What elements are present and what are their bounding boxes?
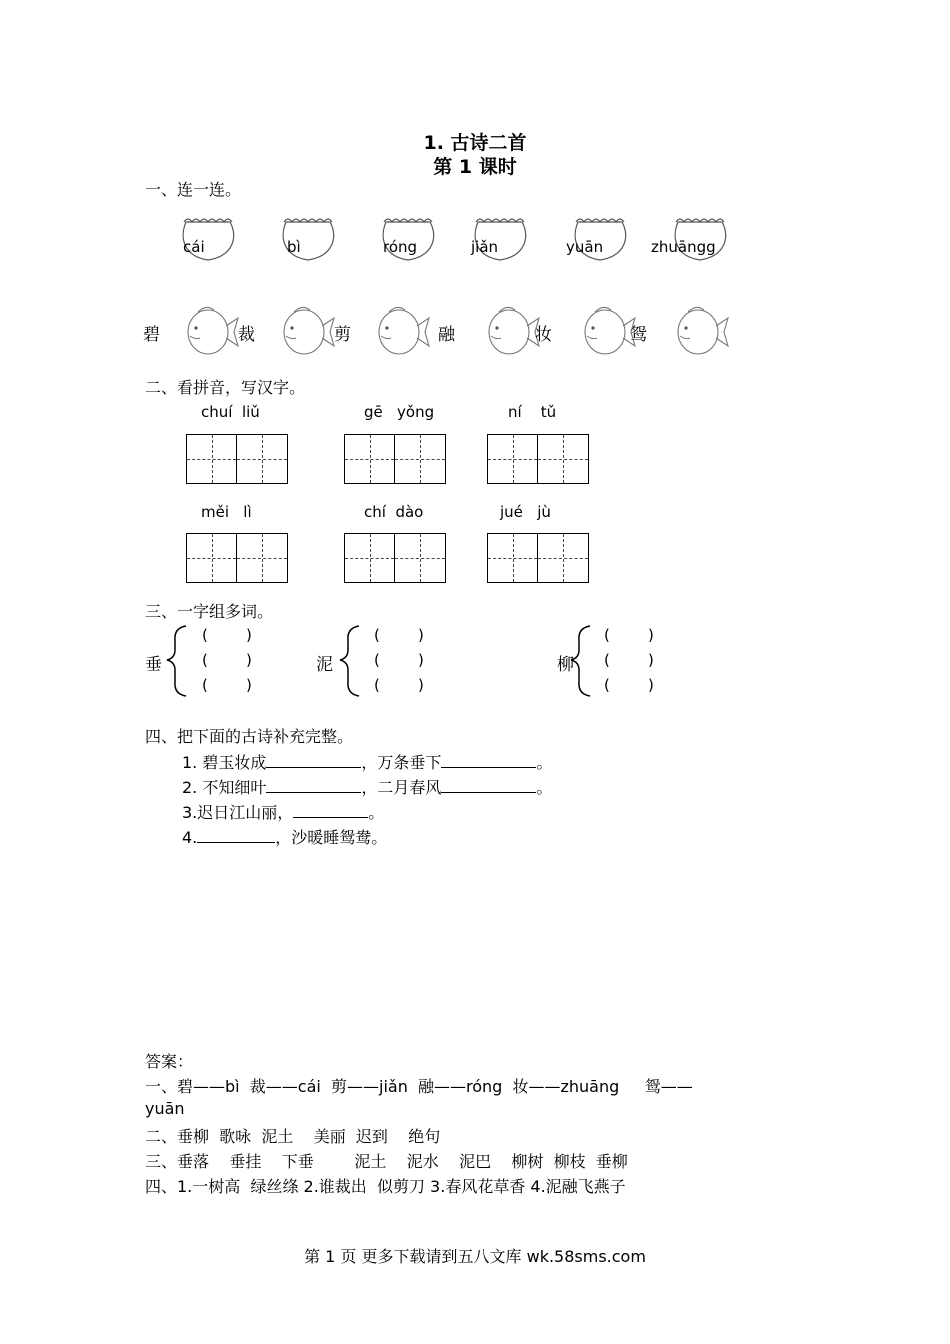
poem-line: 4. ，沙暖睡鸳鸯。 xyxy=(182,828,388,847)
q2-pinyin: měi lì xyxy=(201,503,252,521)
brace-icon xyxy=(167,626,186,696)
q2-pinyin: ní tǔ xyxy=(508,403,557,421)
q1-pinyin: cái xyxy=(183,238,205,256)
page-footer: 第 1 页 更多下载请到五八文库 wk.58sms.com xyxy=(304,1247,646,1266)
writing-grid[interactable] xyxy=(487,434,589,484)
answer-line: 二、垂柳 歌咏 泥土 美丽 迟到 绝句 xyxy=(145,1127,441,1146)
q1-char: 鸳 xyxy=(630,325,647,345)
fish-icon xyxy=(678,307,728,354)
q1-pinyin: róng xyxy=(383,238,418,256)
fish-icon xyxy=(188,307,238,354)
fill-blank[interactable] xyxy=(441,753,536,768)
q1-pinyin: yuān xyxy=(566,238,604,256)
poem-line: 2. 不知细叶 ，二月春风 。 xyxy=(182,778,553,797)
word-blank[interactable]: ( ) xyxy=(374,676,424,694)
fill-blank[interactable] xyxy=(441,778,536,793)
fill-blank[interactable] xyxy=(197,828,275,843)
word-blank[interactable]: ( ) xyxy=(374,651,424,669)
writing-grid[interactable] xyxy=(186,533,288,583)
brace-icon xyxy=(340,626,359,696)
q1-char: 妆 xyxy=(535,325,552,345)
fish-icon xyxy=(284,307,334,354)
word-blank[interactable]: ( ) xyxy=(604,676,654,694)
fish-icon xyxy=(489,307,539,354)
fill-blank[interactable] xyxy=(293,803,368,818)
writing-grid[interactable] xyxy=(344,434,446,484)
q2-heading: 二、看拼音，写汉字。 xyxy=(145,378,306,397)
page-title: 1. 古诗二首 xyxy=(423,132,527,154)
q2-pinyin: jué jù xyxy=(500,503,551,521)
q2-pinyin: chuí liǔ xyxy=(201,403,260,421)
brace-icon xyxy=(571,626,590,696)
word-blank[interactable]: ( ) xyxy=(202,676,252,694)
poem-line: 1. 碧玉妆成 ，万条垂下 。 xyxy=(182,753,553,772)
q1-heading: 一、连一连。 xyxy=(145,180,242,199)
q3-heading: 三、一字组多词。 xyxy=(145,602,274,621)
q1-char: 碧 xyxy=(143,325,160,345)
q3-char: 垂 xyxy=(145,655,162,675)
page-subtitle: 第 1 课时 xyxy=(433,156,517,178)
word-blank[interactable]: ( ) xyxy=(604,626,654,644)
q3-char: 柳 xyxy=(557,655,574,675)
q4-heading: 四、把下面的古诗补充完整。 xyxy=(145,727,354,746)
q1-char: 融 xyxy=(438,325,455,345)
fish-icon xyxy=(379,307,429,354)
brace-row xyxy=(0,620,950,700)
fill-blank[interactable] xyxy=(266,778,361,793)
q3-char: 泥 xyxy=(316,655,333,675)
writing-grid[interactable] xyxy=(186,434,288,484)
writing-grid[interactable] xyxy=(344,533,446,583)
q2-pinyin: gē yǒng xyxy=(364,403,435,421)
q1-pinyin: bì xyxy=(287,238,301,256)
word-blank[interactable]: ( ) xyxy=(202,651,252,669)
fill-blank[interactable] xyxy=(266,753,361,768)
fish-icon xyxy=(585,307,635,354)
answer-line: yuān xyxy=(145,1099,185,1118)
answer-line: 三、垂落 垂挂 下垂 泥土 泥水 泥巴 柳树 柳枝 垂柳 xyxy=(145,1152,628,1171)
answer-line: 一、碧——bì 裁——cái 剪——jiǎn 融——róng 妆——zhuāng 鸳—— xyxy=(145,1077,693,1096)
answer-line: 四、1.一树高 绿丝绦 2.谁裁出 似剪刀 3.春风花草香 4.泥融飞燕子 xyxy=(145,1177,626,1196)
q1-pinyin: jiǎn xyxy=(471,238,499,256)
q2-pinyin: chí dào xyxy=(364,503,424,521)
poem-line: 3.迟日江山丽， 。 xyxy=(182,803,385,822)
word-blank[interactable]: ( ) xyxy=(604,651,654,669)
writing-grid[interactable] xyxy=(487,533,589,583)
word-blank[interactable]: ( ) xyxy=(374,626,424,644)
word-blank[interactable]: ( ) xyxy=(202,626,252,644)
q1-char: 剪 xyxy=(334,325,351,345)
q1-pinyin: zhuāngg xyxy=(651,238,716,256)
q1-char: 裁 xyxy=(238,325,255,345)
answers-heading: 答案： xyxy=(145,1052,194,1071)
